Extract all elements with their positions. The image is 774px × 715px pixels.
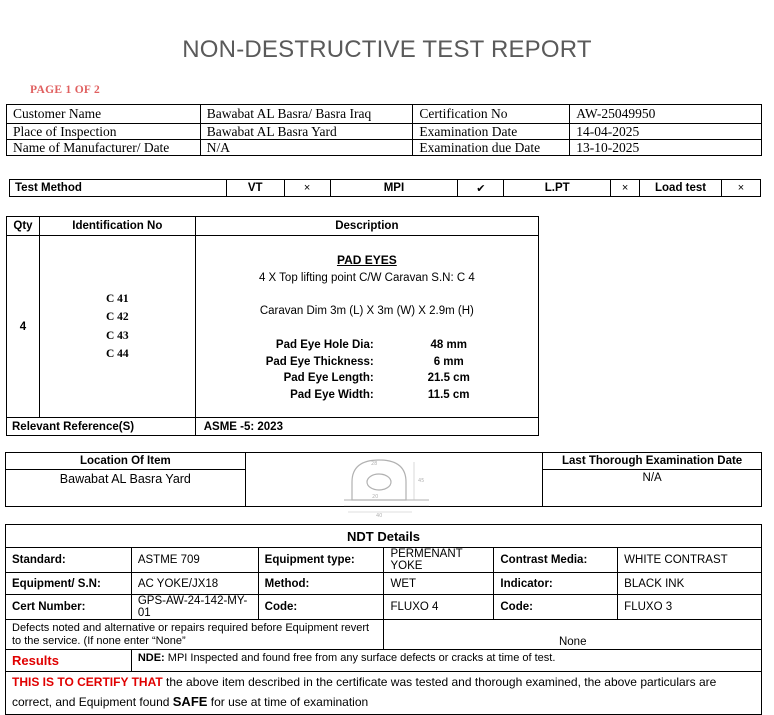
- id-item: C 41: [105, 292, 129, 305]
- ndt-contrast-label: Contrast Media:: [494, 548, 618, 573]
- pad-eye-drawing: [334, 452, 454, 522]
- method-vt-label: VT: [226, 180, 284, 197]
- defects-value: None: [384, 620, 762, 650]
- table-row: [6, 548, 762, 573]
- id-item: C 44: [105, 348, 129, 360]
- test-method-table: [9, 179, 761, 197]
- spec-list: [196, 337, 538, 403]
- spec-value: 6 mm: [433, 355, 464, 368]
- ndt-equipment-sn-label: Equipment/ S.N:: [6, 573, 132, 595]
- id-header: Identification No: [39, 217, 195, 236]
- spec-row: [196, 370, 538, 387]
- certify-text-1: the above item described in the certificate was tested and thorough examined, the above particulars are correct, and Equipment found: [12, 675, 717, 709]
- location-value: Bawabat AL Basra Yard: [6, 470, 246, 507]
- certification-statement: [6, 672, 762, 715]
- nde-text: MPI Inspected and found free from any surface defects or cracks at time of test.: [164, 652, 556, 664]
- ndt-indicator-label: Indicator:: [494, 573, 618, 595]
- desc-title: PAD EYES: [336, 253, 397, 267]
- customer-label: Customer Name: [7, 105, 201, 124]
- ndt-contrast-value: WHITE CONTRAST: [618, 548, 762, 573]
- ndt-details-table: [5, 524, 762, 715]
- method-load-label: Load test: [640, 180, 722, 197]
- exam-date-label: Examination Date: [413, 124, 570, 140]
- spec-value: 11.5 cm: [427, 388, 470, 401]
- method-mpi-mark: ✔: [458, 180, 504, 197]
- ndt-method-value: WET: [384, 573, 494, 595]
- results-label: Results: [6, 650, 132, 672]
- place-value: Bawabat AL Basra Yard: [200, 124, 413, 140]
- qty-header: Qty: [7, 217, 40, 236]
- dim-mid-label: 20: [371, 494, 379, 500]
- spec-label: Pad Eye Thickness:: [265, 355, 374, 368]
- manufacturer-value: N/A: [200, 140, 413, 156]
- description-cell: [195, 236, 538, 418]
- last-exam-value: N/A: [543, 470, 762, 507]
- nde-result: [131, 650, 761, 672]
- exam-date-value: 14-04-2025: [570, 124, 762, 140]
- ndt-equipment-type-label: Equipment type:: [258, 548, 384, 573]
- method-load-mark: ×: [722, 180, 761, 197]
- method-vt-mark: ×: [284, 180, 330, 197]
- certify-heading: THIS IS TO CERTIFY THAT: [12, 675, 163, 689]
- spec-label: Pad Eye Width:: [290, 388, 374, 401]
- ndt-code2-value: FLUXO 3: [618, 595, 762, 620]
- ndt-code-label: Code:: [258, 595, 384, 620]
- due-date-value: 13-10-2025: [570, 140, 762, 156]
- item-table: [6, 216, 539, 436]
- due-date-label: Examination due Date: [413, 140, 570, 156]
- method-lpt-label: L.PT: [504, 180, 611, 197]
- desc-line-2: Caravan Dim 3m (L) X 3m (W) X 2.9m (H): [259, 305, 474, 317]
- dim-side-label: 45: [417, 478, 425, 484]
- desc-line-1: 4 X Top lifting point C/W Caravan S.N: C 4: [258, 272, 475, 284]
- ndt-method-label: Method:: [258, 573, 384, 595]
- desc-header: Description: [195, 217, 538, 236]
- table-row: [6, 595, 762, 620]
- ndt-standard-value: ASTME 709: [131, 548, 258, 573]
- nde-label: NDE:: [137, 652, 165, 664]
- method-lpt-mark: ×: [611, 180, 640, 197]
- reference-label: Relevant Reference(S): [7, 418, 196, 436]
- manufacturer-label: Name of Manufacturer/ Date: [7, 140, 201, 156]
- id-item: C 43: [105, 329, 129, 342]
- ndt-equipment-type-value: PERMENANT YOKE: [384, 548, 494, 573]
- ndt-standard-label: Standard:: [6, 548, 132, 573]
- place-label: Place of Inspection: [7, 124, 201, 140]
- ndt-equipment-sn-value: AC YOKE/JX18: [131, 573, 258, 595]
- cert-label: Certification No: [413, 105, 570, 124]
- spec-value: 48 mm: [430, 339, 467, 351]
- pad-eye-drawing-cell: [245, 453, 543, 519]
- report-title: NON-DESTRUCTIVE TEST REPORT: [182, 36, 592, 63]
- certify-safe: SAFE: [172, 694, 208, 709]
- id-item: C 42: [105, 311, 129, 323]
- cert-value: AW-25049950: [570, 105, 762, 124]
- dim-top-label: 28: [370, 461, 378, 467]
- test-method-label: Test Method: [10, 180, 227, 197]
- ndt-code-value: FLUXO 4: [384, 595, 494, 620]
- dim-bottom-label: 40: [375, 513, 383, 519]
- last-exam-label: Last Thorough Examination Date: [543, 453, 762, 470]
- location-table: [5, 452, 762, 519]
- identification-list: [39, 236, 195, 418]
- certify-text-2: for use at time of examination: [207, 695, 369, 709]
- ndt-cert-number-label: Cert Number:: [6, 595, 132, 620]
- table-row: [6, 573, 762, 595]
- spec-row: [196, 354, 538, 371]
- spec-label: Pad Eye Length:: [283, 372, 374, 384]
- reference-value: ASME -5: 2023: [195, 418, 538, 436]
- page-number: PAGE 1 OF 2: [30, 84, 101, 96]
- header-info-table: [6, 104, 762, 156]
- qty-value: 4: [7, 236, 40, 418]
- ndt-cert-number-value: GPS-AW-24-142-MY-01: [131, 595, 258, 620]
- ndt-title: NDT Details: [6, 525, 762, 548]
- location-label: Location Of Item: [6, 453, 246, 470]
- ndt-code2-label: Code:: [494, 595, 618, 620]
- method-mpi-label: MPI: [330, 180, 458, 197]
- spec-label: Pad Eye Hole Dia:: [275, 339, 374, 351]
- spec-value: 21.5 cm: [427, 372, 470, 384]
- ndt-indicator-value: BLACK INK: [618, 573, 762, 595]
- defects-label: Defects noted and alternative or repairs required before Equipment revert to the service. (If none enter “None”: [6, 620, 384, 650]
- spec-row: [196, 387, 538, 404]
- spec-row: [196, 337, 538, 354]
- customer-value: Bawabat AL Basra/ Basra Iraq: [200, 105, 413, 124]
